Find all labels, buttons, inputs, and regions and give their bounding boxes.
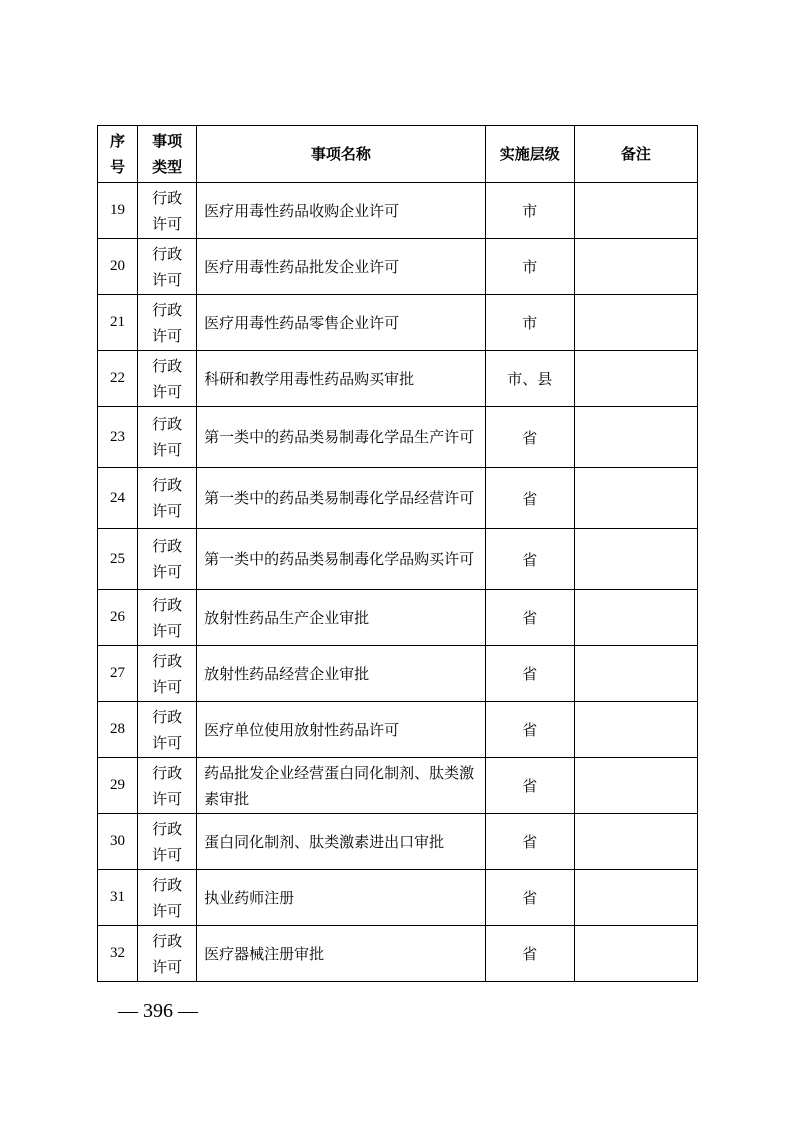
row-item-name: 蛋白同化制剂、肽类激素进出口审批 [197,814,485,870]
row-note [574,239,697,295]
row-note [574,926,697,982]
row-note [574,351,697,407]
row-number: 29 [98,758,138,814]
row-note [574,295,697,351]
table-row [98,351,698,407]
row-note [574,702,697,758]
row-note [574,590,697,646]
row-type-line1: 行政 [152,651,183,670]
table-row [98,295,698,351]
row-note [574,407,697,468]
row-item-name: 执业药师注册 [197,870,485,926]
row-type-line2: 许可 [152,214,183,233]
row-type-line2: 许可 [152,901,183,920]
table-row [98,468,698,529]
row-type-line1: 行政 [152,931,183,950]
row-type [138,646,197,702]
row-type [138,529,197,590]
row-level: 省 [485,646,574,702]
table-row [98,702,698,758]
row-type-line1: 行政 [152,476,183,494]
table-row [98,870,698,926]
row-type-line2: 许可 [152,621,183,640]
row-type-line1: 行政 [152,875,183,894]
row-type-line1: 行政 [152,707,183,726]
row-type-line2: 许可 [152,270,183,289]
row-type-line2: 许可 [152,441,183,459]
header-note: 备注 [574,126,697,183]
table-row [98,529,698,590]
row-item-name: 科研和教学用毒性药品购买审批 [197,351,485,407]
row-type [138,590,197,646]
row-note [574,646,697,702]
row-item-name: 医疗用毒性药品收购企业许可 [197,183,485,239]
header-name: 事项名称 [197,126,485,183]
table-header-row [98,126,698,183]
row-item-name: 药品批发企业经营蛋白同化制剂、肽类激素审批 [197,758,485,814]
row-number: 20 [98,239,138,295]
header-no-line2: 号 [110,158,126,176]
table-row [98,183,698,239]
row-number: 27 [98,646,138,702]
row-type [138,239,197,295]
row-note [574,468,697,529]
row-type-line2: 许可 [152,845,183,864]
row-level: 省 [485,758,574,814]
row-item-name: 医疗器械注册审批 [197,926,485,982]
row-type-line2: 许可 [152,789,183,808]
row-type-line2: 许可 [152,733,183,752]
table-body [98,183,698,982]
row-type-line1: 行政 [152,188,183,207]
row-number: 19 [98,183,138,239]
row-type [138,926,197,982]
row-number: 22 [98,351,138,407]
table-row [98,758,698,814]
row-level: 省 [485,870,574,926]
row-type-line2: 许可 [152,326,183,345]
row-number: 31 [98,870,138,926]
row-level: 省 [485,814,574,870]
row-type-line1: 行政 [152,595,183,614]
row-note [574,758,697,814]
row-type-line1: 行政 [152,356,183,375]
row-type [138,468,197,529]
row-item-name: 医疗用毒性药品零售企业许可 [197,295,485,351]
header-type-line2: 类型 [152,158,183,176]
row-note [574,814,697,870]
row-level: 省 [485,590,574,646]
row-type-line1: 行政 [152,300,183,319]
row-item-name: 第一类中的药品类易制毒化学品生产许可 [197,407,485,468]
row-level: 市 [485,295,574,351]
row-note [574,183,697,239]
row-level: 市 [485,183,574,239]
row-item-name: 医疗用毒性药品批发企业许可 [197,239,485,295]
page-number: — 396 — [118,1000,198,1022]
row-number: 23 [98,407,138,468]
row-type-line2: 许可 [152,502,183,520]
header-no [98,126,138,183]
table-row [98,407,698,468]
row-item-name: 第一类中的药品类易制毒化学品经营许可 [197,468,485,529]
table-row [98,239,698,295]
row-note [574,870,697,926]
header-no-line1: 序 [110,132,126,150]
row-type [138,758,197,814]
row-type [138,814,197,870]
header-type-line1: 事项 [152,132,183,150]
table-row [98,926,698,982]
table-row [98,590,698,646]
row-item-name: 第一类中的药品类易制毒化学品购买许可 [197,529,485,590]
row-type-line1: 行政 [152,819,183,838]
row-level: 省 [485,926,574,982]
row-level: 省 [485,529,574,590]
header-type [138,126,197,183]
row-type [138,407,197,468]
row-type [138,870,197,926]
items-table [97,125,698,982]
row-type-line2: 许可 [152,563,183,581]
header-level: 实施层级 [485,126,574,183]
row-number: 30 [98,814,138,870]
row-level: 省 [485,468,574,529]
row-level: 省 [485,407,574,468]
row-type [138,183,197,239]
row-number: 32 [98,926,138,982]
row-type-line1: 行政 [152,415,183,433]
row-level: 市 [485,239,574,295]
table-row [98,814,698,870]
row-type [138,351,197,407]
row-type-line1: 行政 [152,244,183,263]
row-type-line2: 许可 [152,382,183,401]
table-row [98,646,698,702]
row-type-line1: 行政 [152,763,183,782]
row-type-line2: 许可 [152,677,183,696]
row-level: 省 [485,702,574,758]
row-number: 24 [98,468,138,529]
row-note [574,529,697,590]
row-type-line2: 许可 [152,957,183,976]
row-type-line1: 行政 [152,537,183,555]
row-number: 21 [98,295,138,351]
row-type [138,295,197,351]
row-item-name: 放射性药品经营企业审批 [197,646,485,702]
row-number: 26 [98,590,138,646]
row-level: 市、县 [485,351,574,407]
row-number: 28 [98,702,138,758]
row-item-name: 放射性药品生产企业审批 [197,590,485,646]
row-number: 25 [98,529,138,590]
row-type [138,702,197,758]
row-item-name: 医疗单位使用放射性药品许可 [197,702,485,758]
